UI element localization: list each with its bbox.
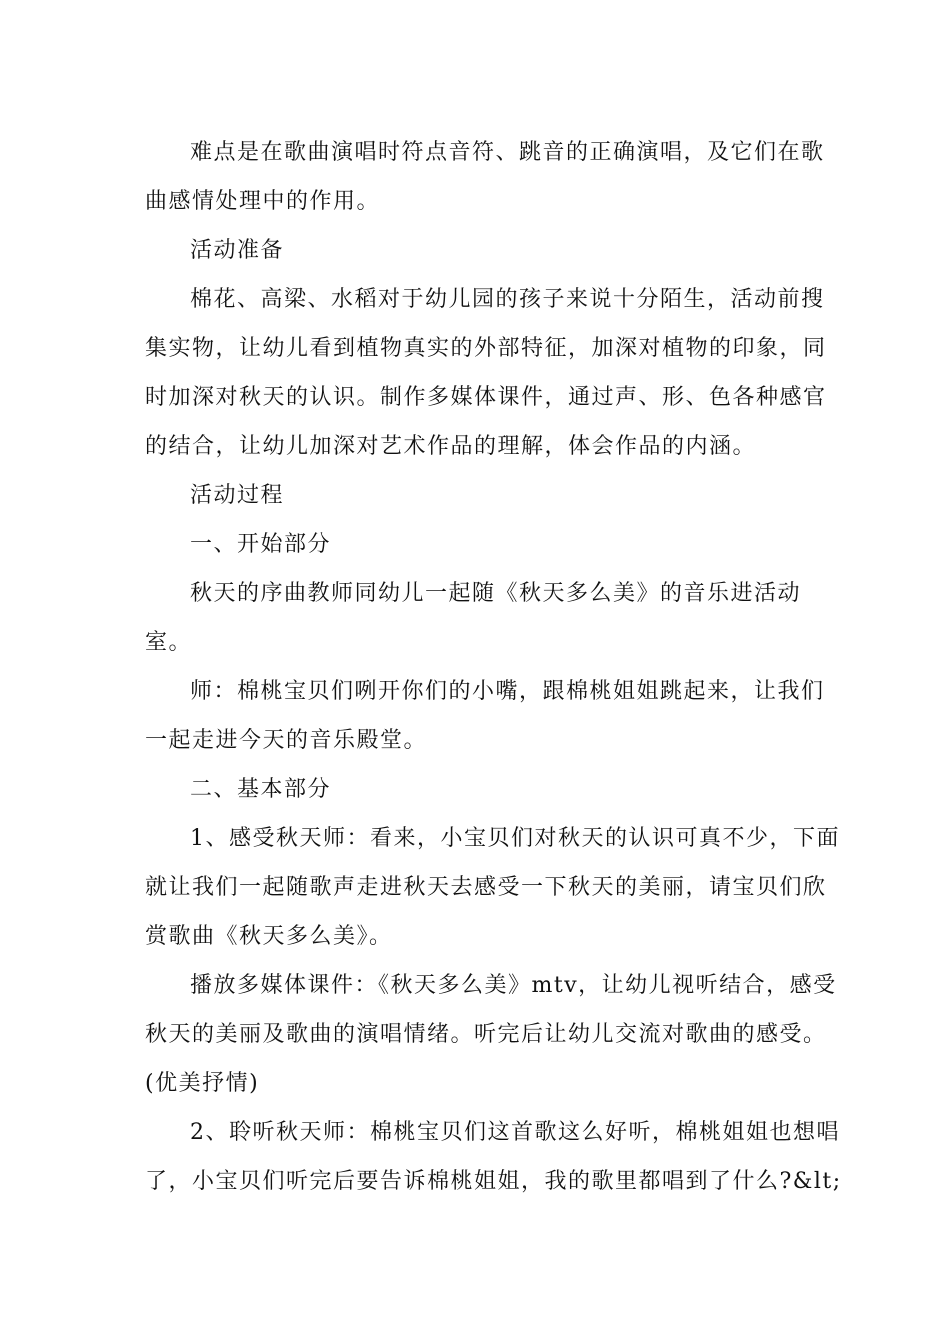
text-line: 播放多媒体课件：《秋天多么美》mtv，让幼儿视听结合，感受 <box>190 973 837 998</box>
text-line: 棉花、高梁、水稻对于幼儿园的孩子来说十分陌生，活动前搜 <box>190 287 825 312</box>
paragraph-listen-autumn <box>145 1108 842 1206</box>
text-line: 活动准备 <box>190 238 285 263</box>
text-line: 集实物，让幼儿看到植物真实的外部特征，加深对植物的印象，同 <box>145 336 827 361</box>
text-line: 秋天的序曲教师同幼儿一起随《秋天多么美》的音乐进活动 <box>190 581 802 606</box>
paragraph-prelude <box>145 569 805 667</box>
heading-opening-part <box>145 520 805 569</box>
text-line: 时加深对秋天的认识。制作多媒体课件，通过声、形、色各种感官 <box>145 385 827 410</box>
text-line: 一起走进今天的音乐殿堂。 <box>145 728 428 753</box>
text-line: 的结合，让幼儿加深对艺术作品的理解，体会作品的内涵。 <box>145 434 757 459</box>
text-line: 难点是在歌曲演唱时符点音符、跳音的正确演唱，及它们在歌 <box>190 140 825 165</box>
text-line: 赏歌曲《秋天多么美》。 <box>145 924 393 949</box>
paragraph-difficulty <box>145 128 825 226</box>
text-line: 1、感受秋天师：看来，小宝贝们对秋天的认识可真不少，下面 <box>190 826 840 851</box>
text-line: 二、基本部分 <box>190 777 332 802</box>
paragraph-teacher-intro <box>145 667 825 765</box>
text-line: 室。 <box>145 630 193 655</box>
text-line: 秋天的美丽及歌曲的演唱情绪。听完后让幼儿交流对歌曲的感受。 <box>145 1022 827 1047</box>
text-line: 2、聆听秋天师：棉桃宝贝们这首歌这么好听，棉桃姐姐也想唱 <box>190 1120 840 1145</box>
text-line: 曲感情处理中的作用。 <box>145 189 381 214</box>
heading-activity-process <box>145 471 805 520</box>
heading-activity-preparation <box>145 226 805 275</box>
text-line: 就让我们一起随歌声走进秋天去感受一下秋天的美丽，请宝贝们欣 <box>145 875 827 900</box>
text-line: (优美抒情) <box>145 1071 260 1096</box>
text-line: 师：棉桃宝贝们咧开你们的小嘴，跟棉桃姐姐跳起来，让我们 <box>190 679 825 704</box>
paragraph-preparation <box>145 275 827 471</box>
document-body <box>145 128 842 1206</box>
text-line: 了，小宝贝们听完后要告诉棉桃姐姐，我的歌里都唱到了什么?&lt; <box>145 1169 842 1194</box>
heading-basic-part <box>145 765 805 814</box>
paragraph-play-courseware <box>145 961 837 1108</box>
paragraph-feel-autumn <box>145 814 840 961</box>
text-line: 一、开始部分 <box>190 532 332 557</box>
text-line: 活动过程 <box>190 483 285 508</box>
